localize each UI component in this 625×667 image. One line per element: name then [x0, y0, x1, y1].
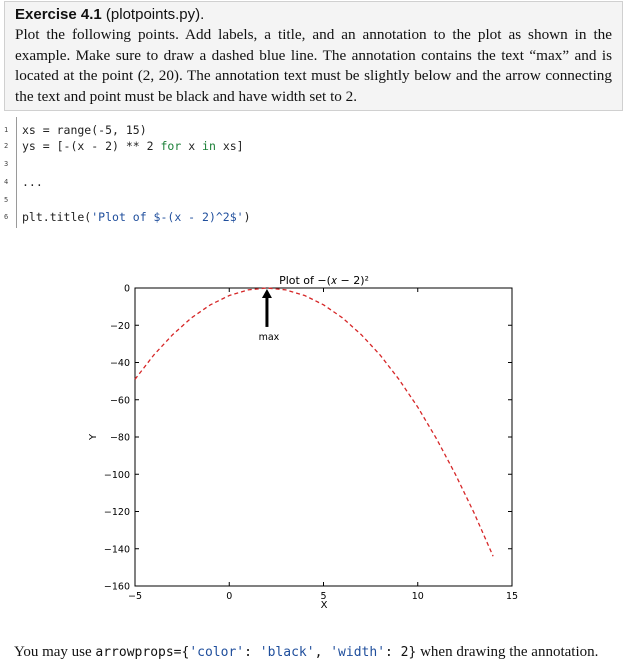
line-number: 5: [4, 196, 9, 204]
line-number: 6: [4, 213, 9, 221]
plot-figure: [72, 248, 532, 623]
footer-suffix: when drawing the annotation.: [416, 644, 599, 660]
exercise-heading: [15, 5, 612, 25]
code-text: xs = range(-5, 15): [22, 123, 147, 137]
annotation-text: max: [258, 331, 280, 343]
code-text: [22, 208, 251, 226]
code-string: 'width': [330, 645, 386, 660]
code-token: ys = [-(x - 2) ** 2: [22, 139, 161, 153]
x-tick-label: 0: [226, 591, 233, 602]
x-tick-label: 15: [505, 591, 519, 602]
y-tick-label: −120: [103, 507, 130, 518]
y-tick-label: −40: [109, 358, 130, 369]
code-string: 'Plot of $-(x - 2)^2$': [91, 210, 244, 224]
footer-note: [14, 641, 619, 664]
code-listing: [4, 117, 623, 228]
code-keyword: in: [202, 139, 216, 153]
x-axis-label: X: [320, 600, 328, 611]
code-text: ...: [22, 175, 43, 189]
footer-code: [95, 645, 416, 660]
footer-prefix: You may use: [14, 644, 96, 660]
code-token: xs]: [215, 139, 244, 153]
x-tick-label: 5: [320, 591, 327, 602]
code-token: :: [244, 645, 260, 660]
x-tick-label: −5: [127, 591, 143, 602]
plot-title: Plot of −(𝑥 − 2)²: [279, 274, 369, 287]
y-tick-label: −160: [103, 581, 130, 593]
y-tick-label: −140: [103, 544, 130, 556]
y-tick-label: 0: [123, 283, 130, 295]
code-token: : 2}: [385, 645, 417, 660]
code-token: ,: [314, 645, 331, 660]
exercise-text: Plot the following points. Add labels, a title, and an annotation to the plot as shown in the example. Make sure to draw a dashed blue line. The annotation contains the text “max” and is located at the point (2, 20). The annotation text must be slightly below and the arrow connecting the text and point must be black and have width set to 2.: [15, 26, 612, 105]
y-tick-label: −60: [109, 395, 130, 407]
y-tick-label: −100: [103, 469, 130, 481]
code-token: x: [181, 139, 203, 153]
code-token: ): [243, 210, 251, 224]
exercise-box: [4, 1, 623, 111]
plot-area: [135, 288, 512, 586]
code-string: 'color': [189, 645, 245, 660]
x-tick-label: 10: [411, 591, 424, 602]
code-string: 'black': [259, 645, 315, 660]
line-number: 1: [4, 126, 9, 134]
y-axis-label: Y: [88, 433, 99, 441]
code-line-5: [4, 191, 623, 209]
code-text: [22, 137, 244, 155]
line-number: 4: [4, 178, 9, 186]
plot-svg: [72, 248, 532, 623]
line-number: 2: [4, 142, 9, 150]
code-line-6: [4, 208, 623, 226]
y-tick-label: −80: [109, 432, 130, 444]
exercise-number: Exercise 4.1: [15, 6, 102, 23]
code-line-2: [4, 137, 623, 155]
code-line-3: [4, 155, 623, 173]
code-token: plt.title(: [22, 210, 92, 224]
code-token: arrowprops={: [95, 645, 190, 660]
line-number: 3: [4, 160, 9, 168]
code-line-4: [4, 173, 623, 191]
exercise-file: (plotpoints.py).: [105, 6, 205, 23]
y-tick-label: −20: [109, 320, 130, 332]
code-keyword: for: [160, 139, 182, 153]
